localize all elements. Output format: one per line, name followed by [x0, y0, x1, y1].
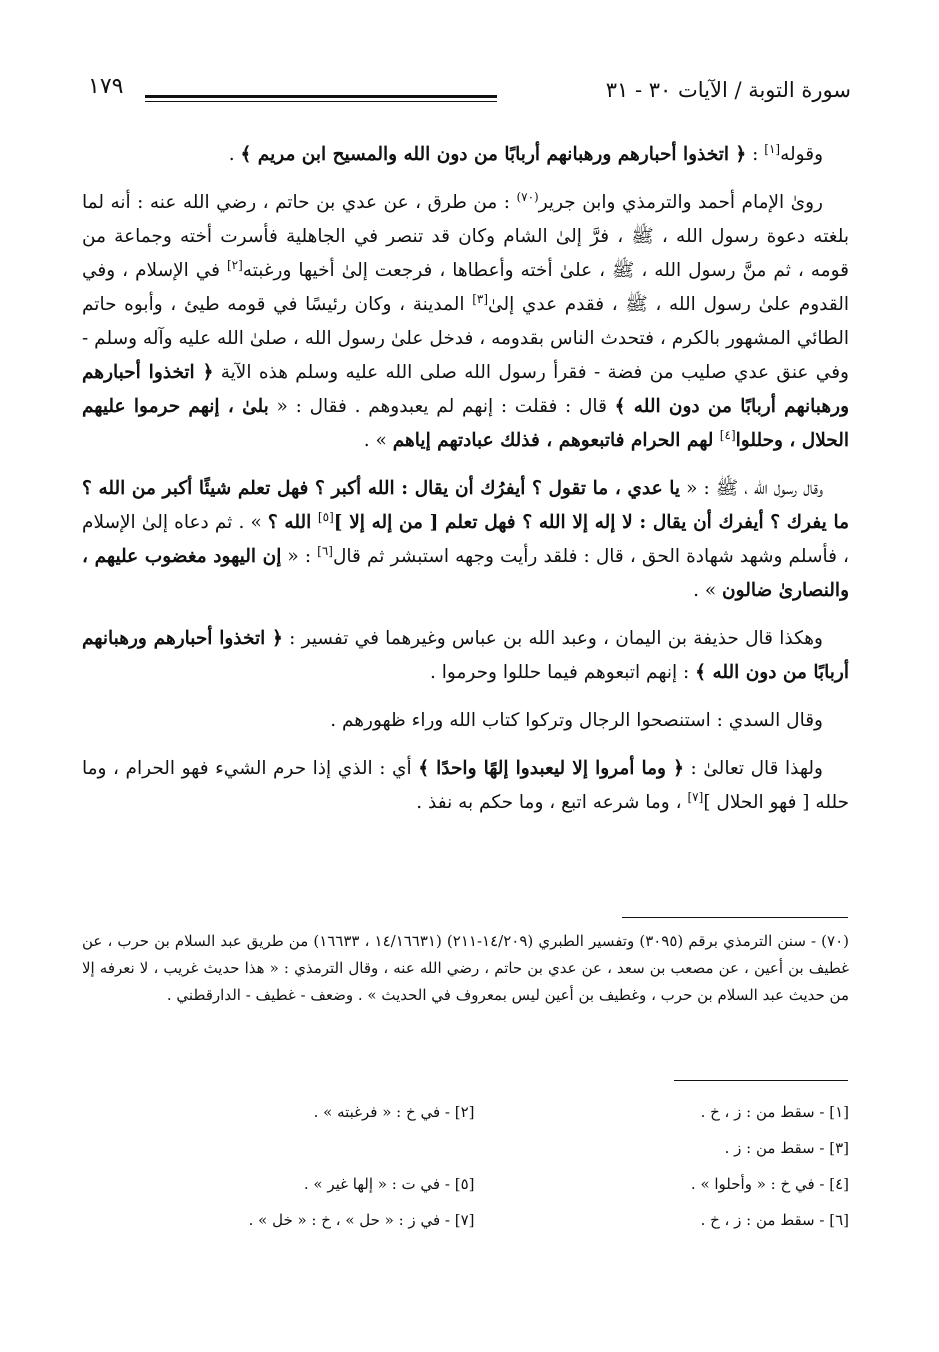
hadith-quote: لهم الحرام فاتبعوهم ، فذلك عبادتهم إياهم [392, 430, 720, 451]
hadith-quote: بلىٰ ، إنهم حرموا عليهم الحلال ، وحللوا [82, 396, 849, 451]
text: » . [363, 430, 393, 451]
paragraph-1 [82, 138, 849, 172]
variant-note: [٣] - سقط من : ز . [724, 1139, 849, 1157]
running-header-title: سورة التوبة / الآيات ٣٠ - ٣١ [605, 78, 851, 102]
variant-note: [٢] - في خ : « فرغبته » . [313, 1103, 475, 1121]
hadith-quote: يا عدي ، ما تقول ؟ أيفرُك أن يقال : الله أكبر ؟ فهل تعلم شيئًا أكبر من الله ؟ ما يفرك ؟ أيفرك أن يقال : لا إله إلا الله ؟ فهل تعلم [ من إله إلا ] [82, 478, 849, 533]
header-rule [145, 95, 497, 98]
variant-note: [٥] - في ت : « إلها غير » . [303, 1175, 475, 1193]
variant-note: [٤] - في خ : « وأحلوا » . [690, 1175, 849, 1193]
footnote-70: (٧٠) - سنن الترمذي برقم (٣٠٩٥) وتفسير الطبري (١٤/٢٠٩-٢١١) (١٤/١٦٦٣١ ، ١٦٦٣٣) من طريق عبد السلام بن حرب ، عن غطيف بن أعين ، عن مصعب بن سعد ، عن عدي بن حاتم ، رضي الله عنه ، وقال الترمذي : « هذا حديث غريب ، لا نعرفه إلا من حديث عبد السلام بن حرب ، وغطيف بن أعين ليس بمعروف في الحديث » . وضعف - غطيف - الدارقطني . [82, 932, 849, 1004]
variant-row [100, 1166, 849, 1202]
footnote-ref: [٦] [317, 543, 333, 558]
variants-separator [674, 1080, 848, 1081]
variant-note: [٧] - في ز : « حل » ، خ : « خل » . [248, 1211, 475, 1229]
text: . [228, 144, 241, 165]
footnote-ref: [٤] [719, 427, 736, 442]
text: ، وما شرعه اتبع ، وما حكم به نفذ . [416, 792, 688, 813]
quran-quote: ﴿ اتخذوا أحبارهم ورهبانهم أربابًا من دون الله ﴾ [82, 362, 850, 417]
footnote-ref: [٧] [687, 789, 704, 804]
variant-note: [٦] - سقط من : ز ، خ . [700, 1211, 849, 1229]
hadith-quote: الله ؟ [267, 512, 318, 533]
footnote-ref: [١] [764, 141, 781, 156]
text: : [746, 144, 765, 165]
variant-note: [١] - سقط من : ز ، خ . [700, 1103, 849, 1121]
text: قال : فقلت : إنهم لم يعبدوهم . فقال : « [268, 396, 615, 417]
paragraph-5: وقال السدي : استنصحوا الرجال وتركوا كتاب الله وراء ظهورهم . [330, 710, 823, 731]
page-number: ١٧٩ [88, 74, 124, 99]
quran-quote: ﴿ اتخذوا أحبارهم ورهبانهم أربابًا من دون الله ﴾ [82, 628, 849, 683]
text: المدينة ، وكان رئيسًا في قومه طيئ ، وأبوه حاتم الطائي المشهور بالكرم ، فتحدث الناس بقدومه ، فدخل علىٰ رسول الله ، صلىٰ الله عليه وآله وسلم - وفي عنق عدي صليب من فضة - فقرأ رسول الله صلى الله عليه وسلم هذه الآية [82, 294, 850, 383]
variant-row [100, 1094, 849, 1130]
text: : إنهم اتبعوهم فيما حللوا وحرموا . [430, 662, 696, 683]
text: وهكذا قال حذيفة بن اليمان ، وعبد الله بن عباس وغيرهما في تفسير : [282, 628, 823, 649]
text: : « [281, 546, 318, 567]
quran-quote: ﴿ اتخذوا أحبارهم ورهبانهم أربابًا من دون الله والمسيح ابن مريم ﴾ [240, 144, 747, 165]
text: ولهذا قال تعالىٰ : [683, 758, 823, 779]
hadith-quote: إن اليهود مغضوب عليهم ، والنصارىٰ ضالون [82, 546, 849, 601]
variant-row [100, 1202, 849, 1238]
footnote-ref: [٥] [317, 509, 334, 524]
text: » . [693, 580, 723, 601]
footnote-ref: [٢] [226, 257, 243, 272]
text: وقوله [780, 144, 823, 165]
paragraph-2 [82, 186, 849, 458]
text: في الإسلام ، وفي القدوم علىٰ رسول الله ، ﷺ ، فقدم عدي إلىٰ [82, 260, 850, 315]
header-rule-thin [145, 101, 497, 102]
text: روىٰ الإمام أحمد والترمذي وابن جرير [538, 192, 823, 213]
paragraph-4 [82, 622, 849, 690]
footnote-separator [622, 917, 848, 918]
text: أي : الذي إذا حرم الشيء فهو الحرام ، وما حلله [ فهو الحلال ] [82, 758, 849, 813]
text: » . ثم دعاه إلىٰ الإسلام ، فأسلم وشهد شهادة الحق ، قال : فلقد رأيت وجهه استبشر ثم قال [82, 512, 849, 567]
main-text [82, 138, 849, 834]
footnote-ref: (٧٠) [516, 189, 539, 204]
paragraph-6 [82, 752, 849, 820]
quran-quote: ﴿ وما أمروا إلا ليعبدوا إلهًا واحدًا ﴾ [418, 758, 684, 779]
variant-row [100, 1130, 849, 1166]
footnote-ref: [٣] [472, 291, 489, 306]
paragraph-3 [82, 472, 849, 608]
manuscript-variants [100, 1094, 849, 1238]
text: وقال رسول الله ، ﷺ : « [680, 478, 824, 499]
text: : من طرق ، عن عدي بن حاتم ، رضي الله عنه : أنه لما بلغته دعوة رسول الله ، ﷺ ، فرَّ إلىٰ الشام وكان قد تنصر في الجاهلية فأسرت أخته وجماعة من قومه ، ثم منَّ رسول الله ، ﷺ ، علىٰ أخته وأعطاها ، فرجعت إلىٰ أخيها ورغبته [82, 192, 849, 281]
